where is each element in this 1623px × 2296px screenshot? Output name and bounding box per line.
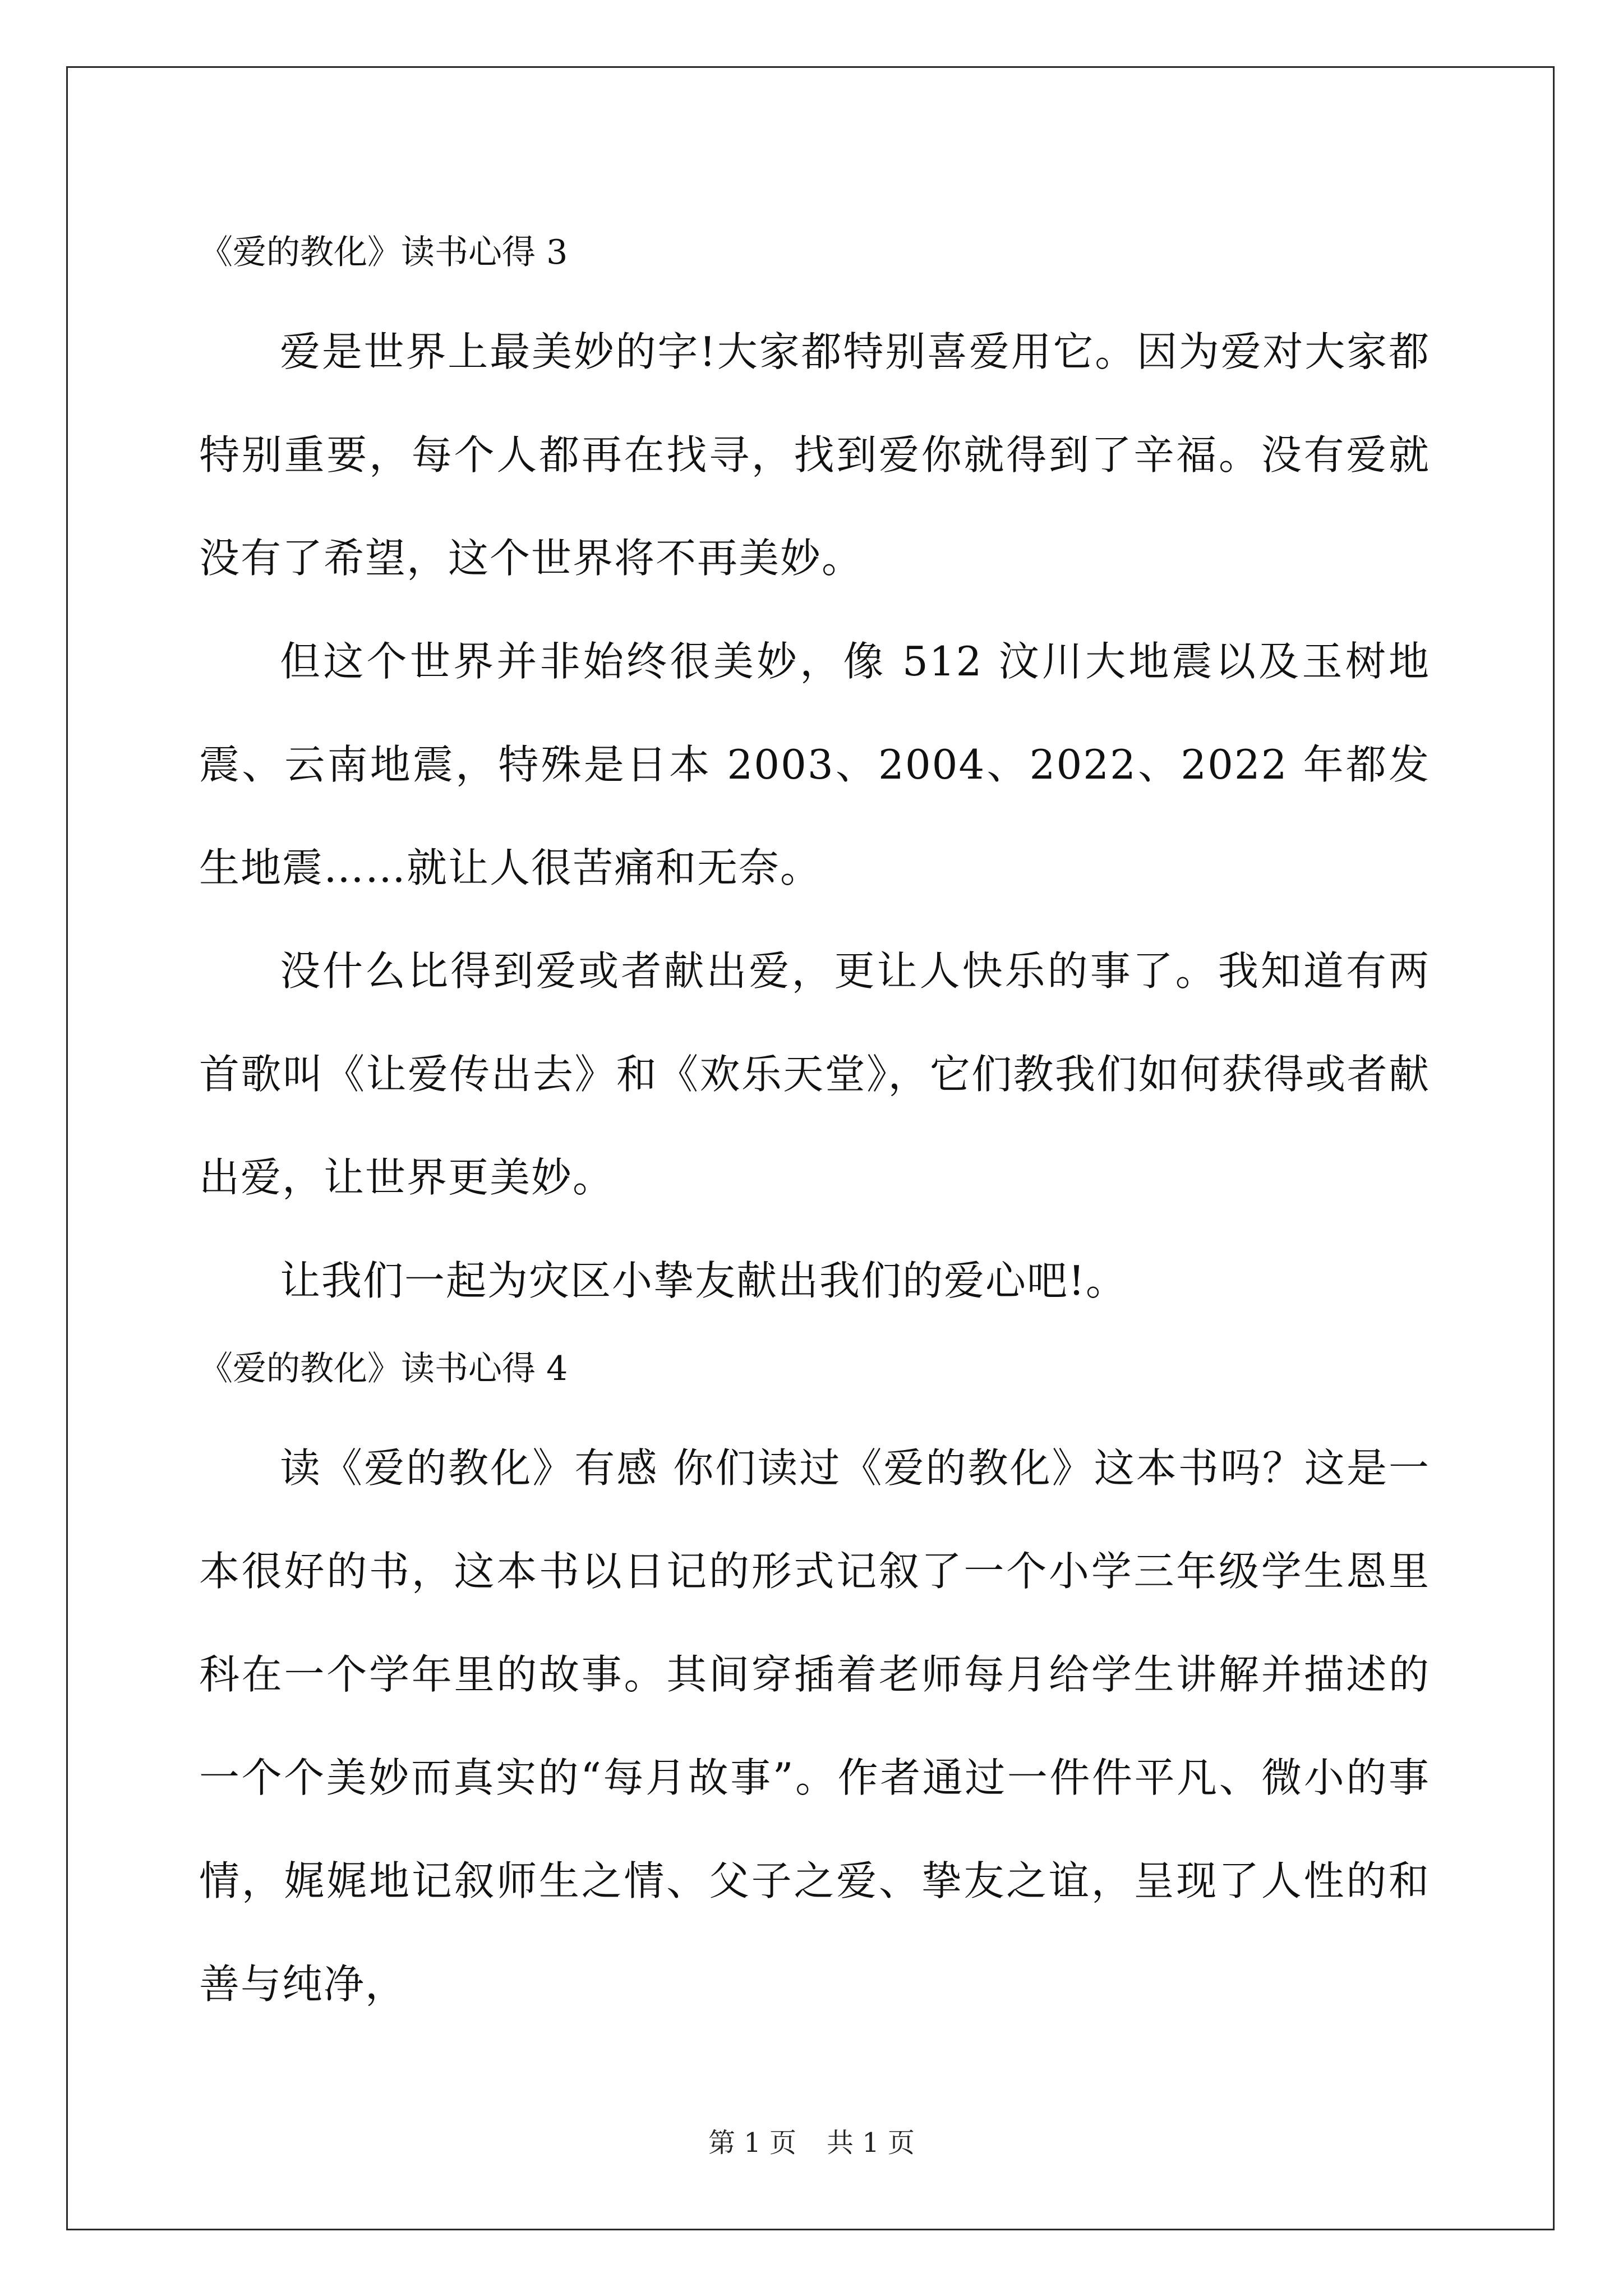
- document-body: [199, 216, 1430, 2036]
- paragraph: 让我们一起为灾区小挚友献出我们的爱心吧!。: [280, 1257, 1127, 1304]
- paragraph: 但这个世界并非始终很美妙，像 512 汶川大地震以及玉树地震、云南地震，特殊是日本 2003、2004、2022、2022 年都发生地震……就让人很苦痛和无奈。: [199, 638, 1430, 891]
- paragraph: 没什么比得到爱或者献出爱，更让人快乐的事了。我知道有两首歌叫《让爱传出去》和《欢乐天堂》，它们教我们如何获得或者献出爱，让世界更美妙。: [199, 947, 1430, 1201]
- page-number: 第 1 页: [708, 2127, 796, 2159]
- section-heading: 《爱的教化》读书心得 4: [199, 1349, 568, 1388]
- paragraph: 读《爱的教化》有感 你们读过《爱的教化》这本书吗？这是一本很好的书，这本书以日记的形式记叙了一个小学三年级学生恩里科在一个学年里的故事。其间穿插着老师每月给学生讲解并描述的一个个美妙而真实的“每月故事”。作者通过一件件平凡、微小的事情，娓娓地记叙师生之情、父子之爱、挚友之谊，呈现了人性的和善与纯净，: [199, 1444, 1430, 2008]
- page-footer: [0, 2126, 1623, 2160]
- section-heading: 《爱的教化》读书心得 3: [199, 233, 568, 272]
- paragraph: 爱是世界上最美妙的字!大家都特别喜爱用它。因为爱对大家都特别重要，每个人都再在找寻，找到爱你就得到了辛福。没有爱就没有了希望，这个世界将不再美妙。: [199, 328, 1430, 582]
- page-count: 共 1 页: [827, 2127, 915, 2159]
